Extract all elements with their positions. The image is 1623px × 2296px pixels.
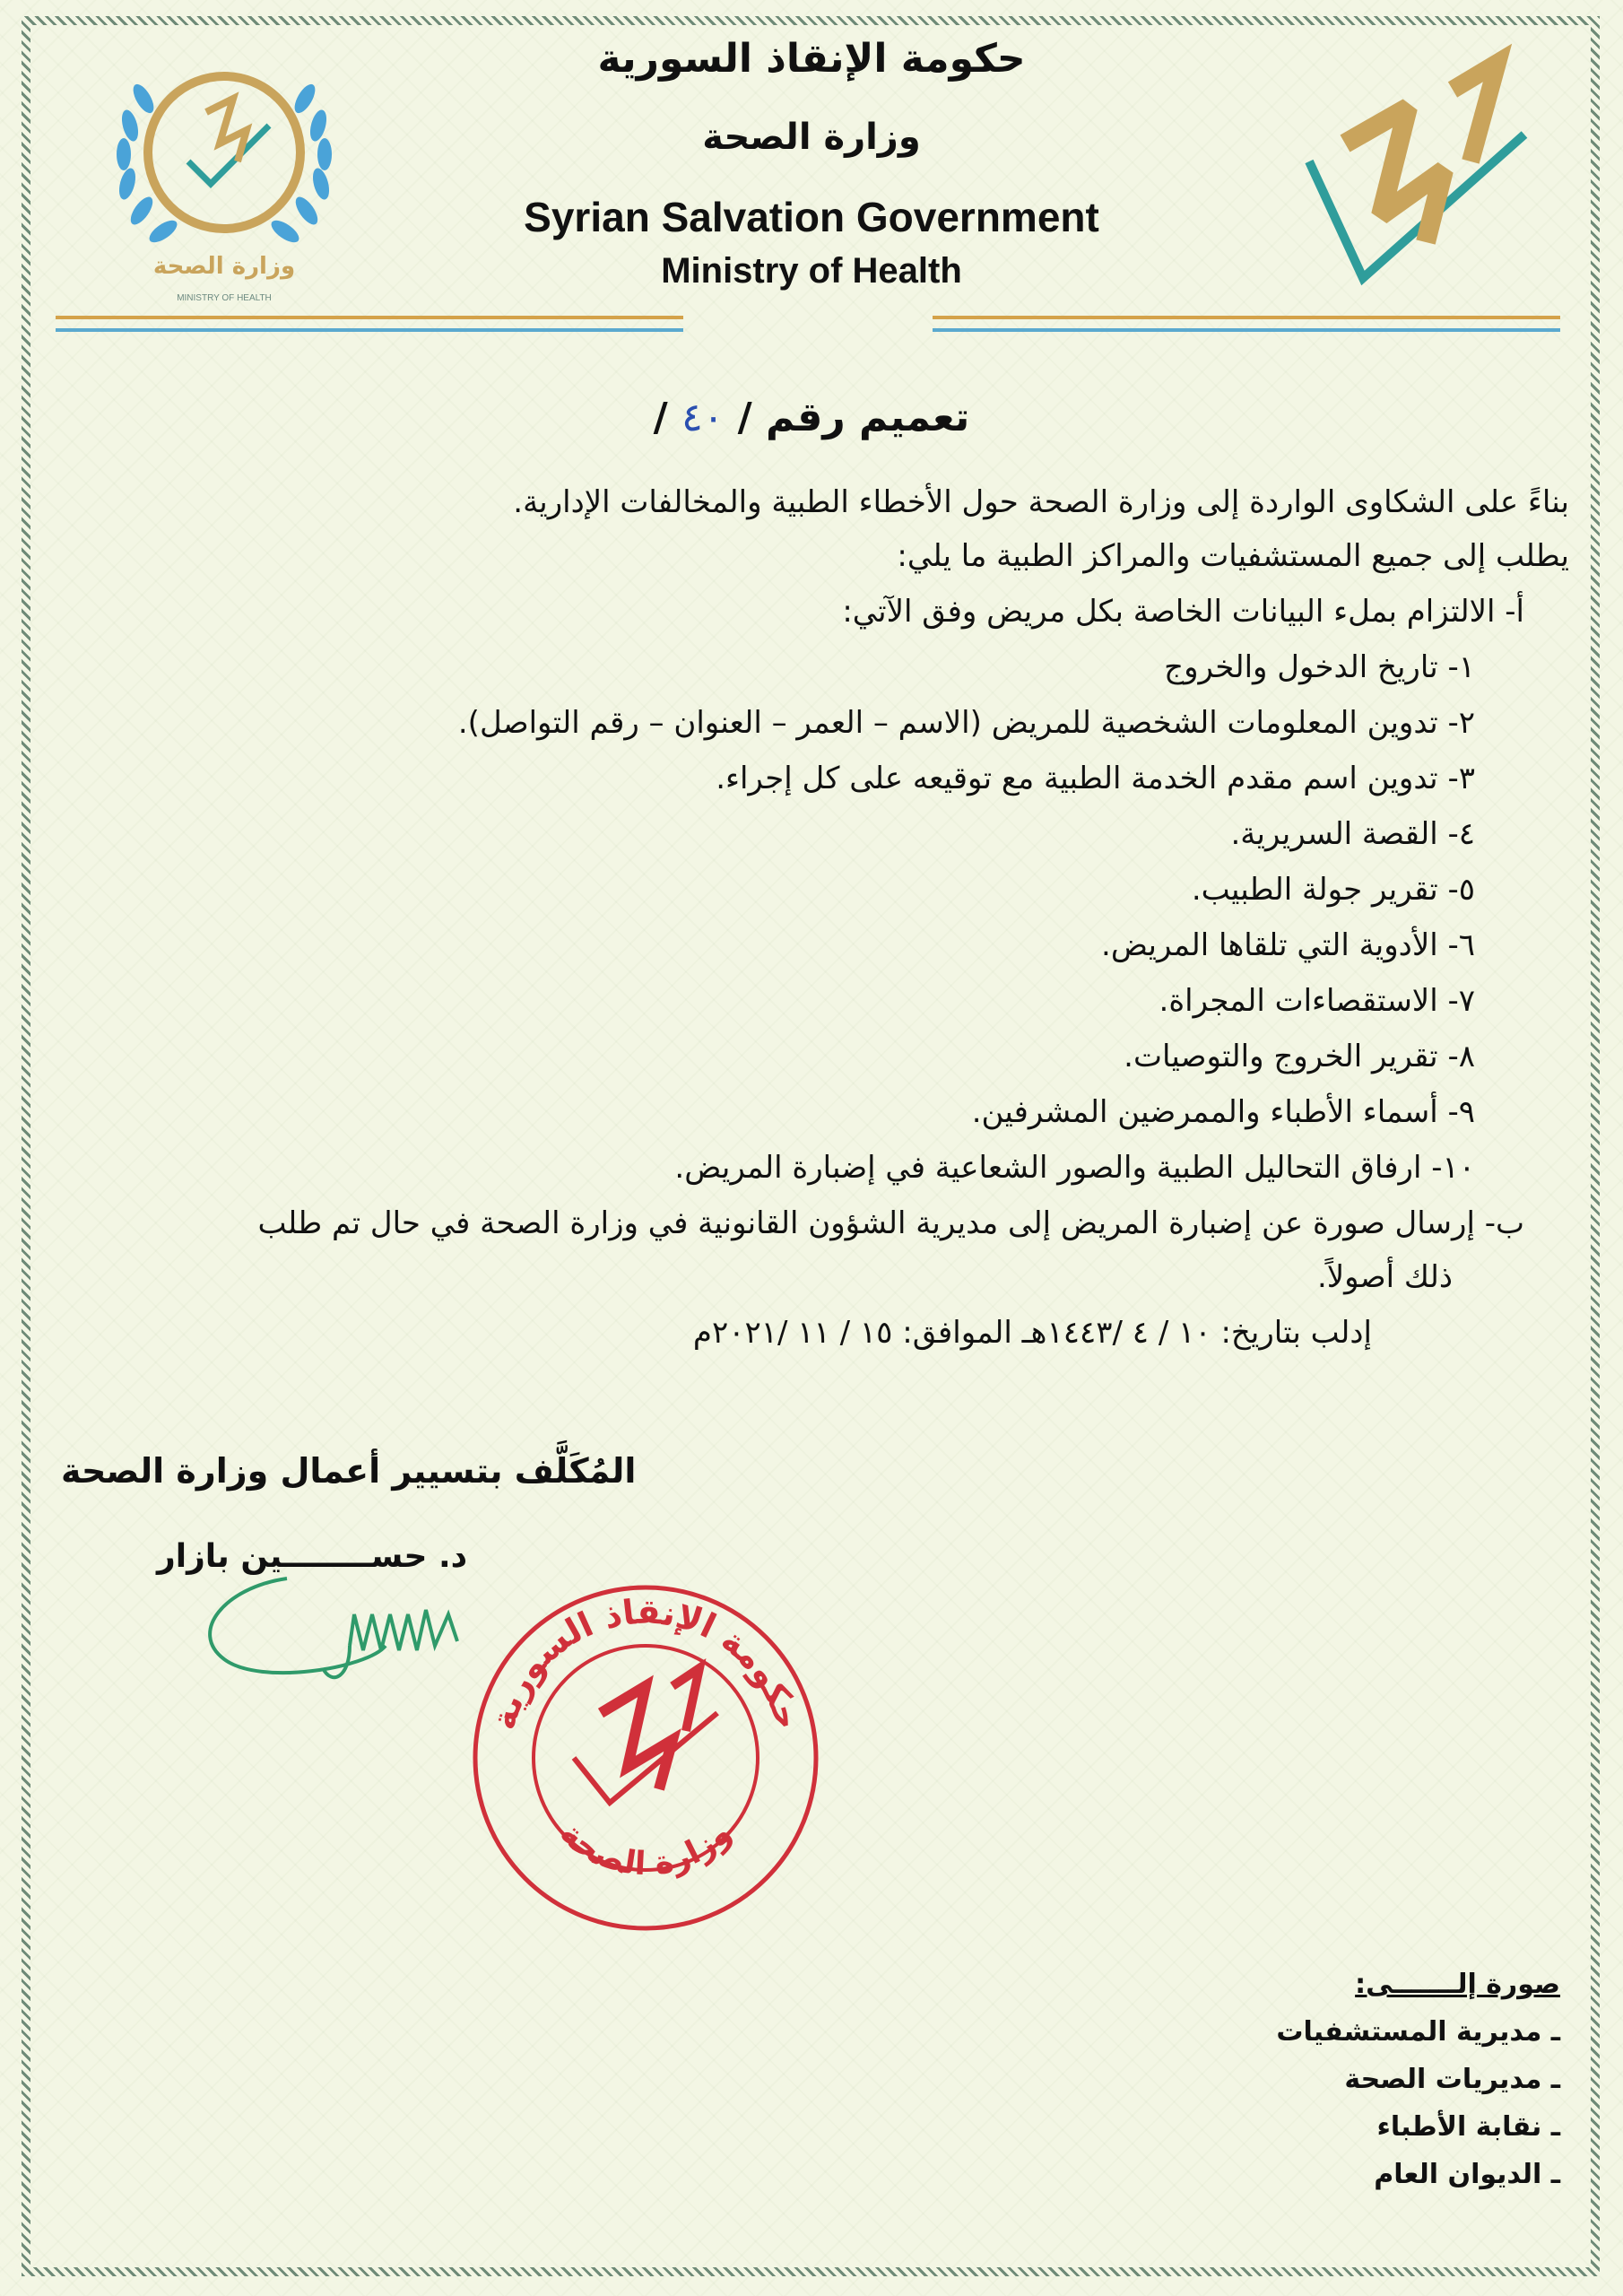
header-divider-right-gold [933, 316, 1560, 319]
ministry-name-arabic: وزارة الصحة [702, 117, 921, 158]
copy-to-item: ـ الديوان العام [1374, 2159, 1560, 2190]
header-divider-right-blue [933, 328, 1560, 332]
subitem-3: ٣- تدوين اسم مقدم الخدمة الطبية مع توقيعه على كل إجراء. [716, 761, 1475, 796]
copy-to-item: ـ نقابة الأطباء [1376, 2111, 1560, 2143]
government-name-english: Syrian Salvation Government [524, 194, 1099, 240]
subitem-9: ٩- أسماء الأطباء والممرضين المشرفين. [971, 1094, 1475, 1130]
stamp-top-text: حكومة الإنقاذ السورية [482, 1591, 809, 1735]
logo-ministry-label-en: MINISTRY OF HEALTH [177, 293, 272, 303]
item-b-line-1: ب- إرسال صورة عن إضبارة المريض إلى مديرية الشؤون القانونية في وزارة الصحة في حال تم طلب [257, 1205, 1524, 1241]
ministry-name-english: Ministry of Health [661, 251, 962, 291]
subitem-10: ١٠- ارفاق التحاليل الطبية والصور الشعاعية في إضبارة المريض. [674, 1150, 1475, 1186]
subitem-7: ٧- الاستقصاءات المجراة. [1159, 983, 1475, 1019]
header-divider-left-gold [56, 316, 683, 319]
circular-title-label: تعميم رقم / [737, 395, 970, 440]
handwritten-signature [188, 1561, 493, 1704]
subitem-6: ٦- الأدوية التي تلقاها المريض. [1101, 927, 1475, 963]
circular-title [0, 395, 1623, 440]
subitem-4: ٤- القصة السريرية. [1230, 816, 1475, 852]
item-b-line-2: ذلك أصولاً. [1316, 1259, 1453, 1295]
stamp-bottom-text: وزارة الصحة [552, 1814, 739, 1883]
request-line: يطلب إلى جميع المستشفيات والمراكز الطبية ما يلي: [897, 538, 1569, 574]
svg-text:حكومة الإنقاذ السورية [483, 1592, 809, 1734]
signatory-role: المُكَلَّف بتسيير أعمال وزارة الصحة [61, 1451, 637, 1491]
circular-number: ٤٠ [681, 395, 725, 440]
header-divider-left-blue [56, 328, 683, 332]
subitem-2: ٢- تدوين المعلومات الشخصية للمريض (الاسم – العمر – العنوان – رقم التواصل). [457, 705, 1475, 741]
signatory-name: د. حســــــــين بازار [157, 1538, 468, 1575]
official-stamp [457, 1578, 834, 1937]
copy-to-item: ـ مديرية المستشفيات [1276, 2016, 1560, 2048]
subitem-5: ٥- تقرير جولة الطبيب. [1191, 872, 1475, 908]
item-a: أ- الالتزام بملء البيانات الخاصة بكل مريض وفق الآتي: [842, 594, 1524, 630]
logo-ministry-label: وزارة الصحة [152, 253, 296, 280]
date-line: إدلب بتاريخ: ١٠ / ٤ /١٤٤٣هـ الموافق: ١٥ / ١١ /٢٠٢١م [692, 1315, 1372, 1351]
intro-paragraph: بناءً على الشكاوى الواردة إلى وزارة الصحة حول الأخطاء الطبية والمخالفات الإدارية. [513, 484, 1569, 520]
svg-text:وزارة الصحة [552, 1814, 738, 1883]
subitem-1: ١- تاريخ الدخول والخروج [1164, 649, 1475, 685]
circular-title-end: / [653, 395, 668, 440]
copy-to-title: صورة إلـــــــى: [1355, 1969, 1560, 2000]
decorative-border [22, 16, 1600, 2276]
government-name-arabic: حكومة الإنقاذ السورية [597, 36, 1026, 82]
copy-to-item: ـ مديريات الصحة [1344, 2064, 1560, 2095]
subitem-8: ٨- تقرير الخروج والتوصيات. [1124, 1039, 1475, 1074]
